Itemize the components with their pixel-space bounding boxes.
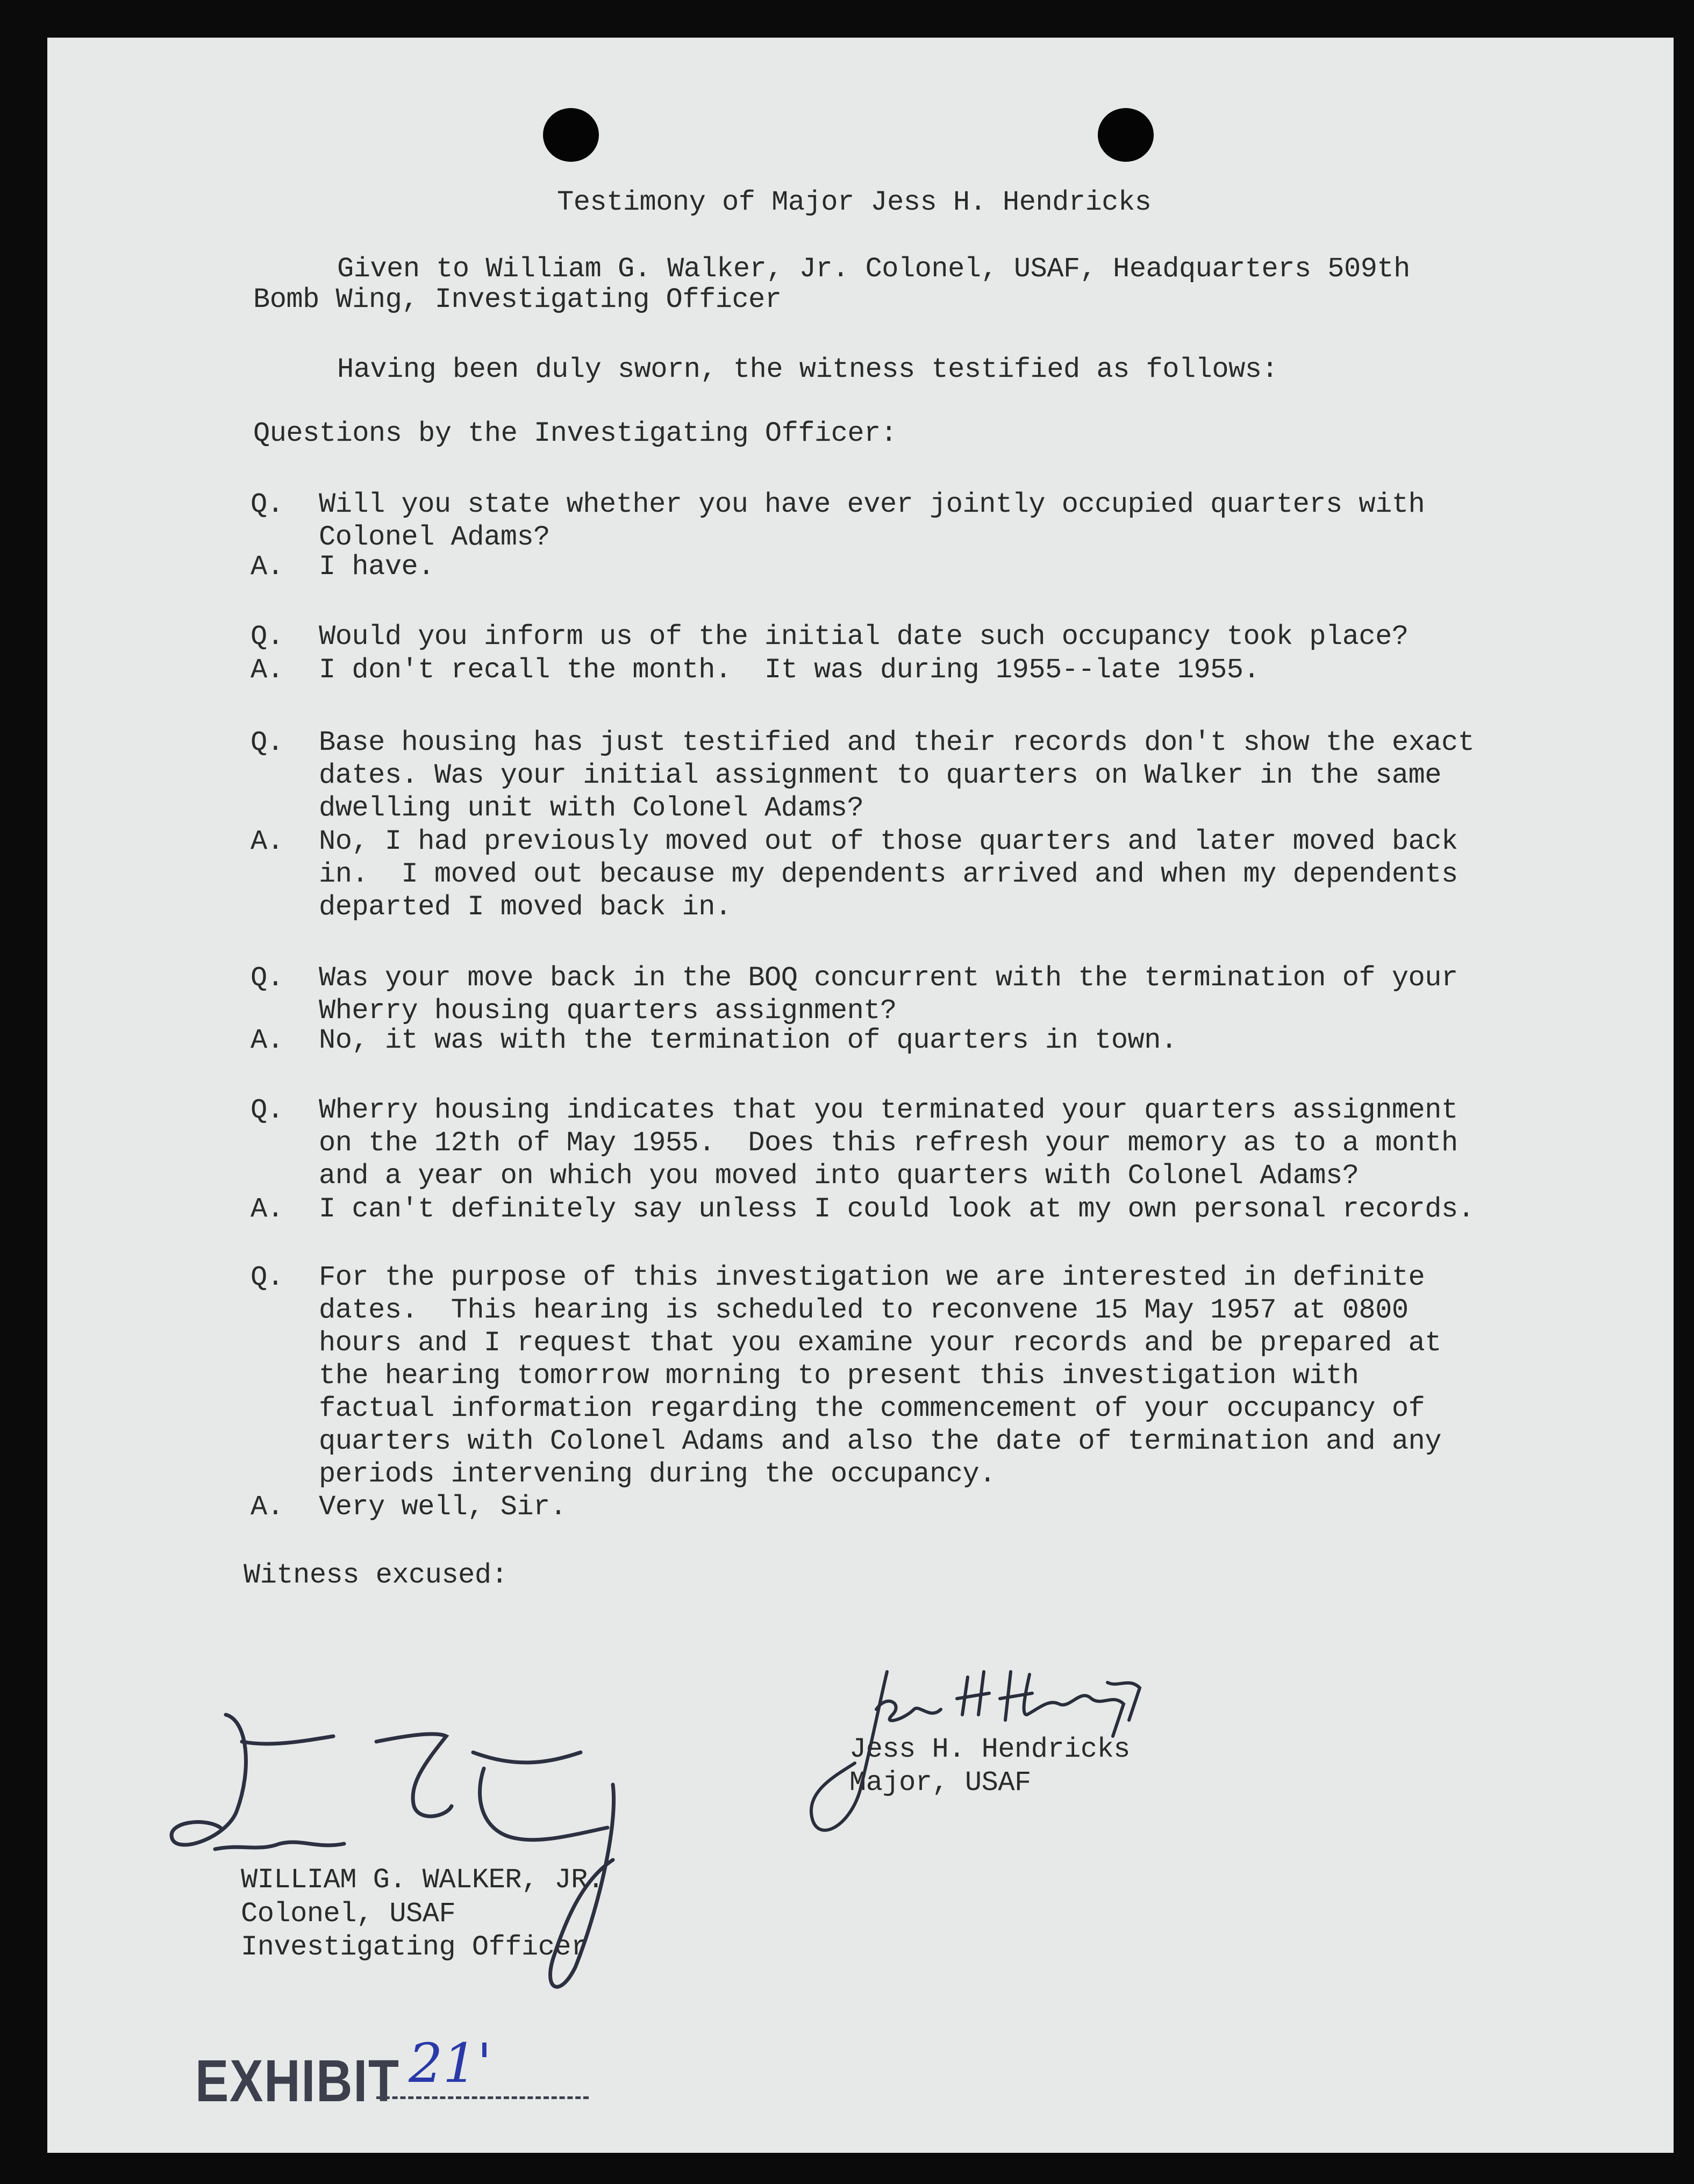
question-marker: Q. — [251, 489, 284, 520]
question-marker: Q. — [251, 1094, 284, 1126]
answer-marker: A. — [251, 654, 284, 686]
text-line: dates. This hearing is scheduled to reconvene 15 May 1957 at 0800 — [319, 1294, 1409, 1326]
text-line: on the 12th of May 1955. Does this refresh your memory as to a month — [319, 1127, 1458, 1159]
text-line: Wherry housing indicates that you terminated your quarters assignment — [319, 1094, 1458, 1126]
officer-rank: Colonel, USAF — [241, 1898, 456, 1930]
text-line: I can't definitely say unless I could look at my own personal records. — [319, 1193, 1475, 1225]
answer-marker: A. — [251, 1491, 284, 1523]
text-line: the hearing tomorrow morning to present this investigation with — [319, 1360, 1359, 1392]
answer-marker: A. — [251, 1193, 284, 1225]
text-line: Would you inform us of the initial date such occupancy took place? — [319, 621, 1409, 653]
text-line: dwelling unit with Colonel Adams? — [319, 792, 864, 824]
block-text — [319, 1261, 1441, 1491]
officer-role: Investigating Officer — [241, 1931, 588, 1963]
text-line: For the purpose of this investigation we are interested in definite — [319, 1262, 1425, 1293]
question-marker: Q. — [251, 727, 284, 758]
block-text — [319, 825, 1458, 923]
block-text — [319, 1491, 567, 1523]
text-line: and a year on which you moved into quarters with Colonel Adams? — [319, 1160, 1359, 1192]
text-line: hours and I request that you examine your records and be prepared at — [319, 1327, 1441, 1359]
block-text — [319, 962, 1458, 1027]
question-marker: Q. — [251, 1262, 284, 1293]
block-text — [319, 1024, 1177, 1057]
question-marker: Q. — [251, 962, 284, 994]
text-line: Will you state whether you have ever jointly occupied quarters with — [319, 489, 1425, 520]
text-line: No, I had previously moved out of those quarters and later moved back — [319, 826, 1458, 857]
text-line: Very well, Sir. — [319, 1491, 567, 1523]
exhibit-underline — [376, 2096, 589, 2099]
text-line: dates. Was your initial assignment to quarters on Walker in the same — [319, 760, 1441, 791]
answer-marker: A. — [251, 1025, 284, 1056]
intro-line-2: Bomb Wing, Investigating Officer — [253, 284, 782, 316]
text-line: I have. — [319, 551, 434, 583]
punch-hole-left — [543, 108, 599, 162]
witness-rank: Major, USAF — [849, 1767, 1031, 1799]
exhibit-stamp: EXHIBIT — [195, 2048, 400, 2114]
block-text — [319, 726, 1474, 825]
text-line: quarters with Colonel Adams and also the date of termination and any — [319, 1426, 1441, 1457]
block-text — [319, 550, 434, 583]
intro-line-1: Given to William G. Walker, Jr. Colonel, USAF, Headquarters 509th — [337, 253, 1410, 285]
exhibit-number: 21' — [409, 2032, 492, 2095]
text-line: Was your move back in the BOQ concurrent with the termination of your — [319, 962, 1458, 994]
text-line: No, it was with the termination of quarters in town. — [319, 1025, 1177, 1056]
document-title: Testimony of Major Jess H. Hendricks — [557, 187, 1152, 218]
text-line: factual information regarding the commencement of your occupancy of — [319, 1393, 1425, 1424]
witness-name: Jess H. Hendricks — [849, 1734, 1130, 1765]
block-text — [319, 654, 1260, 686]
block-text — [319, 488, 1425, 554]
block-text — [319, 1094, 1458, 1192]
block-text — [319, 620, 1409, 653]
answer-marker: A. — [251, 826, 284, 857]
answer-marker: A. — [251, 551, 284, 583]
text-line: I don't recall the month. It was during 1955--late 1955. — [319, 654, 1260, 686]
text-line: Colonel Adams? — [319, 521, 550, 553]
sworn-statement: Having been duly sworn, the witness testified as follows: — [337, 354, 1278, 385]
punch-hole-right — [1098, 108, 1154, 162]
text-line: periods intervening during the occupancy. — [319, 1458, 996, 1490]
text-line: Base housing has just testified and their records don't show the exact — [319, 727, 1475, 758]
witness-excused: Witness excused: — [244, 1559, 508, 1591]
officer-name: WILLIAM G. WALKER, JR. — [241, 1864, 604, 1896]
text-line: departed I moved back in. — [319, 891, 732, 923]
block-text — [319, 1193, 1474, 1226]
question-marker: Q. — [251, 621, 284, 653]
questions-heading: Questions by the Investigating Officer: — [253, 418, 897, 449]
text-line: Wherry housing quarters assignment? — [319, 995, 897, 1027]
text-line: in. I moved out because my dependents arrived and when my dependents — [319, 858, 1458, 890]
